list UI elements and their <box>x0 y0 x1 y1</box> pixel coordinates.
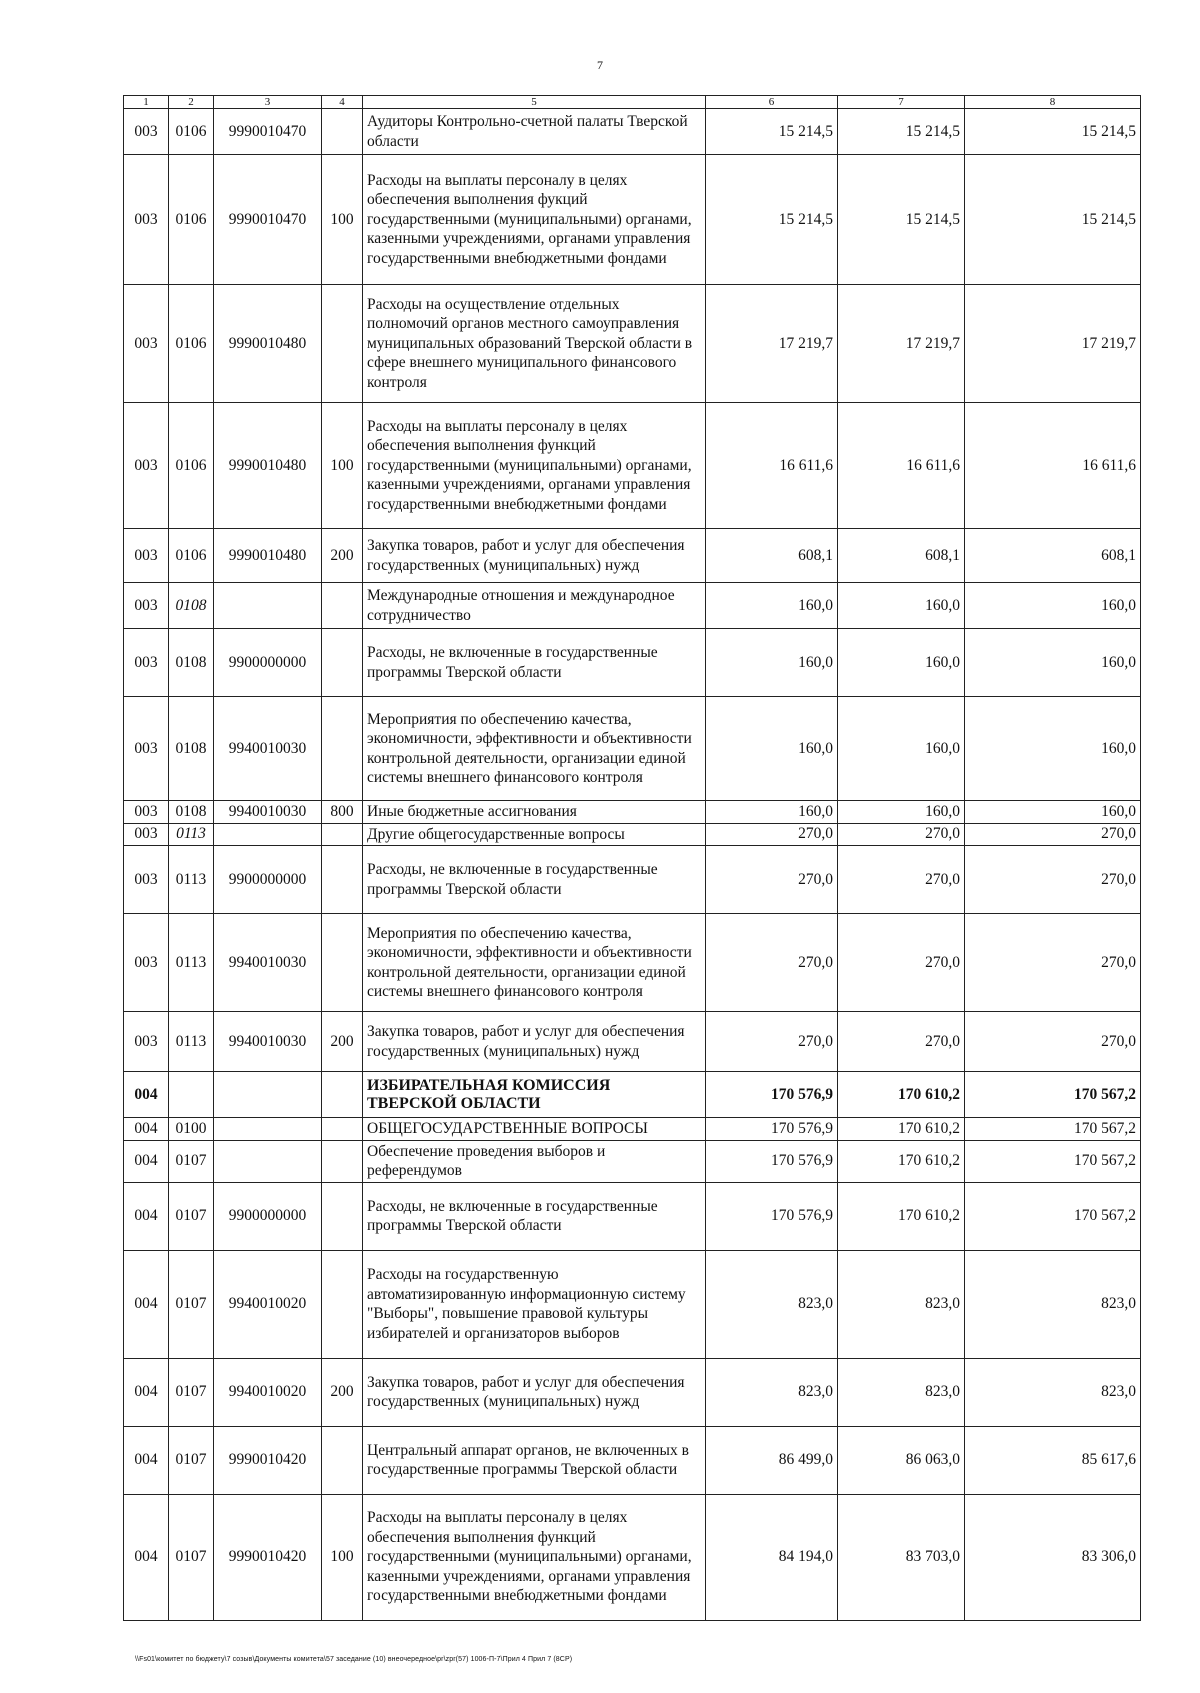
amount-cell: 160,0 <box>838 697 965 801</box>
amount-cell: 85 617,6 <box>965 1426 1141 1494</box>
amount-cell: 823,0 <box>838 1358 965 1426</box>
target-code-cell: 9990010420 <box>214 1494 322 1620</box>
table-row <box>124 1012 1141 1072</box>
admin-code-cell: 003 <box>124 583 169 629</box>
table-row <box>124 697 1141 801</box>
expense-type-cell <box>322 1250 363 1358</box>
description-cell: Закупка товаров, работ и услуг для обеспечения государственных (муниципальных) нужд <box>363 1012 706 1072</box>
budget-table <box>123 95 1141 1621</box>
amount-cell: 270,0 <box>706 823 838 846</box>
amount-cell: 160,0 <box>965 697 1141 801</box>
admin-code-cell: 004 <box>124 1140 169 1182</box>
amount-cell: 170 567,2 <box>965 1140 1141 1182</box>
amount-cell: 608,1 <box>965 529 1141 583</box>
admin-code-cell: 003 <box>124 109 169 155</box>
amount-cell: 15 214,5 <box>965 109 1141 155</box>
amount-cell: 270,0 <box>965 914 1141 1012</box>
description-cell: Расходы на выплаты персоналу в целях обеспечения выполнения функций государственными (муниципальными) органами, казенными учреждениями, органами управления государственными внебюджетными фондами <box>363 1494 706 1620</box>
amount-cell: 160,0 <box>706 629 838 697</box>
section-code-cell: 0108 <box>169 583 214 629</box>
section-code-cell: 0107 <box>169 1358 214 1426</box>
expense-type-cell <box>322 697 363 801</box>
section-code-cell: 0108 <box>169 801 214 824</box>
admin-code-cell: 003 <box>124 823 169 846</box>
expense-type-cell <box>322 583 363 629</box>
expense-type-cell <box>322 285 363 403</box>
amount-cell: 608,1 <box>838 529 965 583</box>
amount-cell: 16 611,6 <box>965 403 1141 529</box>
admin-code-cell: 003 <box>124 914 169 1012</box>
description-cell: Центральный аппарат органов, не включенных в государственные программы Тверской области <box>363 1426 706 1494</box>
amount-cell: 160,0 <box>965 629 1141 697</box>
admin-code-cell: 003 <box>124 846 169 914</box>
amount-cell: 160,0 <box>706 801 838 824</box>
header-cell: 5 <box>363 96 706 109</box>
section-code-cell: 0107 <box>169 1426 214 1494</box>
amount-cell: 15 214,5 <box>706 109 838 155</box>
amount-cell: 160,0 <box>965 801 1141 824</box>
section-code-cell: 0107 <box>169 1250 214 1358</box>
admin-code-cell: 004 <box>124 1182 169 1250</box>
description-cell: Закупка товаров, работ и услуг для обеспечения государственных (муниципальных) нужд <box>363 1358 706 1426</box>
section-code-cell: 0108 <box>169 697 214 801</box>
expense-type-cell: 800 <box>322 801 363 824</box>
admin-code-cell: 004 <box>124 1426 169 1494</box>
amount-cell: 170 567,2 <box>965 1118 1141 1141</box>
target-code-cell: 9940010030 <box>214 914 322 1012</box>
amount-cell: 270,0 <box>838 823 965 846</box>
admin-code-cell: 004 <box>124 1118 169 1141</box>
amount-cell: 84 194,0 <box>706 1494 838 1620</box>
amount-cell: 270,0 <box>706 1012 838 1072</box>
admin-code-cell: 004 <box>124 1250 169 1358</box>
section-code-cell: 0106 <box>169 285 214 403</box>
expense-type-cell <box>322 1182 363 1250</box>
expense-type-cell: 100 <box>322 1494 363 1620</box>
amount-cell: 170 610,2 <box>838 1182 965 1250</box>
section-code-cell <box>169 1072 214 1118</box>
header-cell: 4 <box>322 96 363 109</box>
amount-cell: 170 576,9 <box>706 1072 838 1118</box>
section-code-cell: 0113 <box>169 846 214 914</box>
target-code-cell: 9940010030 <box>214 801 322 824</box>
expense-type-cell <box>322 1140 363 1182</box>
amount-cell: 270,0 <box>838 914 965 1012</box>
table-row <box>124 1250 1141 1358</box>
expense-type-cell: 200 <box>322 1358 363 1426</box>
expense-type-cell <box>322 109 363 155</box>
amount-cell: 170 610,2 <box>838 1118 965 1141</box>
target-code-cell: 9900000000 <box>214 1182 322 1250</box>
amount-cell: 170 567,2 <box>965 1072 1141 1118</box>
description-cell: Иные бюджетные ассигнования <box>363 801 706 824</box>
description-cell: Расходы на государственную автоматизированную информационную систему "Выборы", повышение правовой культуры избирателей и организаторов выборов <box>363 1250 706 1358</box>
description-cell: Расходы на выплаты персоналу в целях обеспечения выполнения функций государственными (муниципальными) органами, казенными учреждениями, органами управления государственными внебюджетными фондами <box>363 403 706 529</box>
expense-type-cell: 100 <box>322 403 363 529</box>
description-cell: Мероприятия по обеспечению качества, экономичности, эффективности и объективности контрольной деятельности, организации единой системы внешнего финансового контроля <box>363 697 706 801</box>
description-cell: Международные отношения и международное сотрудничество <box>363 583 706 629</box>
table-row <box>124 155 1141 285</box>
file-path-footer: \\Fs01\комитет по бюджету\7 созыв\Документы комитета\57 заседание (10) внеочередное\pr\zpr(57) 1006-П-7\Прил 4 Прил 7 (8СР) <box>135 1656 573 1663</box>
amount-cell: 160,0 <box>838 583 965 629</box>
amount-cell: 15 214,5 <box>965 155 1141 285</box>
description-cell: Мероприятия по обеспечению качества, экономичности, эффективности и объективности контрольной деятельности, организации единой системы внешнего финансового контроля <box>363 914 706 1012</box>
amount-cell: 16 611,6 <box>706 403 838 529</box>
expense-type-cell <box>322 1072 363 1118</box>
description-cell: ИЗБИРАТЕЛЬНАЯ КОМИССИЯ ТВЕРСКОЙ ОБЛАСТИ <box>363 1072 706 1118</box>
section-code-cell: 0106 <box>169 403 214 529</box>
header-row <box>124 96 1141 109</box>
amount-cell: 160,0 <box>706 697 838 801</box>
table-row <box>124 583 1141 629</box>
target-code-cell: 9940010030 <box>214 1012 322 1072</box>
expense-type-cell: 200 <box>322 529 363 583</box>
amount-cell: 823,0 <box>706 1250 838 1358</box>
description-cell: Расходы на осуществление отдельных полномочий органов местного самоуправления муниципальных образований Тверской области в сфере внешнего муниципального финансового контроля <box>363 285 706 403</box>
table-row <box>124 629 1141 697</box>
table-row <box>124 1072 1141 1118</box>
amount-cell: 160,0 <box>838 629 965 697</box>
amount-cell: 160,0 <box>965 583 1141 629</box>
admin-code-cell: 003 <box>124 403 169 529</box>
table-row <box>124 109 1141 155</box>
amount-cell: 823,0 <box>965 1358 1141 1426</box>
amount-cell: 15 214,5 <box>706 155 838 285</box>
expense-type-cell <box>322 823 363 846</box>
table-row <box>124 1118 1141 1141</box>
amount-cell: 86 063,0 <box>838 1426 965 1494</box>
section-code-cell: 0107 <box>169 1182 214 1250</box>
header-cell: 6 <box>706 96 838 109</box>
table-row <box>124 1426 1141 1494</box>
admin-code-cell: 003 <box>124 285 169 403</box>
description-cell: Другие общегосударственные вопросы <box>363 823 706 846</box>
target-code-cell: 9990010470 <box>214 155 322 285</box>
header-cell: 2 <box>169 96 214 109</box>
description-cell: Аудиторы Контрольно-счетной палаты Тверской области <box>363 109 706 155</box>
table-row <box>124 1182 1141 1250</box>
expense-type-cell <box>322 914 363 1012</box>
admin-code-cell: 003 <box>124 801 169 824</box>
table-row <box>124 285 1141 403</box>
expense-type-cell: 200 <box>322 1012 363 1072</box>
description-cell: Обеспечение проведения выборов и референдумов <box>363 1140 706 1182</box>
amount-cell: 160,0 <box>706 583 838 629</box>
description-cell: Закупка товаров, работ и услуг для обеспечения государственных (муниципальных) нужд <box>363 529 706 583</box>
section-code-cell: 0106 <box>169 155 214 285</box>
amount-cell: 270,0 <box>838 1012 965 1072</box>
table-row <box>124 823 1141 846</box>
amount-cell: 270,0 <box>965 846 1141 914</box>
section-code-cell: 0113 <box>169 914 214 1012</box>
admin-code-cell: 004 <box>124 1494 169 1620</box>
amount-cell: 17 219,7 <box>838 285 965 403</box>
amount-cell: 823,0 <box>706 1358 838 1426</box>
admin-code-cell: 003 <box>124 629 169 697</box>
table-row <box>124 1358 1141 1426</box>
target-code-cell: 9990010420 <box>214 1426 322 1494</box>
amount-cell: 83 306,0 <box>965 1494 1141 1620</box>
expense-type-cell <box>322 1426 363 1494</box>
amount-cell: 270,0 <box>838 846 965 914</box>
expense-type-cell <box>322 1118 363 1141</box>
amount-cell: 16 611,6 <box>838 403 965 529</box>
section-code-cell: 0100 <box>169 1118 214 1141</box>
table-row <box>124 1494 1141 1620</box>
target-code-cell: 9940010030 <box>214 697 322 801</box>
amount-cell: 15 214,5 <box>838 155 965 285</box>
section-code-cell: 0106 <box>169 529 214 583</box>
target-code-cell: 9990010480 <box>214 529 322 583</box>
description-cell: ОБЩЕГОСУДАРСТВЕННЫЕ ВОПРОСЫ <box>363 1118 706 1141</box>
amount-cell: 17 219,7 <box>965 285 1141 403</box>
section-code-cell: 0106 <box>169 109 214 155</box>
admin-code-cell: 003 <box>124 529 169 583</box>
header-cell: 1 <box>124 96 169 109</box>
admin-code-cell: 003 <box>124 697 169 801</box>
table-row <box>124 801 1141 824</box>
target-code-cell: 9900000000 <box>214 629 322 697</box>
amount-cell: 170 610,2 <box>838 1140 965 1182</box>
section-code-cell: 0107 <box>169 1494 214 1620</box>
table-row <box>124 1140 1141 1182</box>
expense-type-cell: 100 <box>322 155 363 285</box>
section-code-cell: 0113 <box>169 823 214 846</box>
target-code-cell: 9940010020 <box>214 1358 322 1426</box>
amount-cell: 270,0 <box>706 914 838 1012</box>
target-code-cell: 9990010480 <box>214 403 322 529</box>
amount-cell: 160,0 <box>838 801 965 824</box>
description-cell: Расходы, не включенные в государственные программы Тверской области <box>363 629 706 697</box>
table-row <box>124 403 1141 529</box>
amount-cell: 170 576,9 <box>706 1118 838 1141</box>
target-code-cell: 9990010480 <box>214 285 322 403</box>
amount-cell: 86 499,0 <box>706 1426 838 1494</box>
description-cell: Расходы на выплаты персоналу в целях обеспечения выполнения фукций государственными (муниципальными) органами, казенными учреждениями, органами управления государственными внебюджетными фондами <box>363 155 706 285</box>
expense-type-cell <box>322 629 363 697</box>
amount-cell: 15 214,5 <box>838 109 965 155</box>
table-row <box>124 529 1141 583</box>
amount-cell: 170 576,9 <box>706 1140 838 1182</box>
amount-cell: 823,0 <box>965 1250 1141 1358</box>
header-cell: 8 <box>965 96 1141 109</box>
header-cell: 3 <box>214 96 322 109</box>
description-cell: Расходы, не включенные в государственные программы Тверской области <box>363 846 706 914</box>
admin-code-cell: 003 <box>124 155 169 285</box>
section-code-cell: 0107 <box>169 1140 214 1182</box>
table-row <box>124 846 1141 914</box>
admin-code-cell: 004 <box>124 1072 169 1118</box>
amount-cell: 270,0 <box>965 823 1141 846</box>
amount-cell: 170 610,2 <box>838 1072 965 1118</box>
expense-type-cell <box>322 846 363 914</box>
target-code-cell <box>214 583 322 629</box>
target-code-cell <box>214 1072 322 1118</box>
target-code-cell: 9900000000 <box>214 846 322 914</box>
header-cell: 7 <box>838 96 965 109</box>
amount-cell: 270,0 <box>965 1012 1141 1072</box>
section-code-cell: 0108 <box>169 629 214 697</box>
amount-cell: 823,0 <box>838 1250 965 1358</box>
amount-cell: 17 219,7 <box>706 285 838 403</box>
amount-cell: 170 567,2 <box>965 1182 1141 1250</box>
section-code-cell: 0113 <box>169 1012 214 1072</box>
table-row <box>124 914 1141 1012</box>
page-number: 7 <box>597 58 603 72</box>
amount-cell: 270,0 <box>706 846 838 914</box>
target-code-cell: 9940010020 <box>214 1250 322 1358</box>
amount-cell: 83 703,0 <box>838 1494 965 1620</box>
target-code-cell: 9990010470 <box>214 109 322 155</box>
amount-cell: 608,1 <box>706 529 838 583</box>
admin-code-cell: 004 <box>124 1358 169 1426</box>
target-code-cell <box>214 1140 322 1182</box>
amount-cell: 170 576,9 <box>706 1182 838 1250</box>
admin-code-cell: 003 <box>124 1012 169 1072</box>
target-code-cell <box>214 823 322 846</box>
target-code-cell <box>214 1118 322 1141</box>
description-cell: Расходы, не включенные в государственные программы Тверской области <box>363 1182 706 1250</box>
